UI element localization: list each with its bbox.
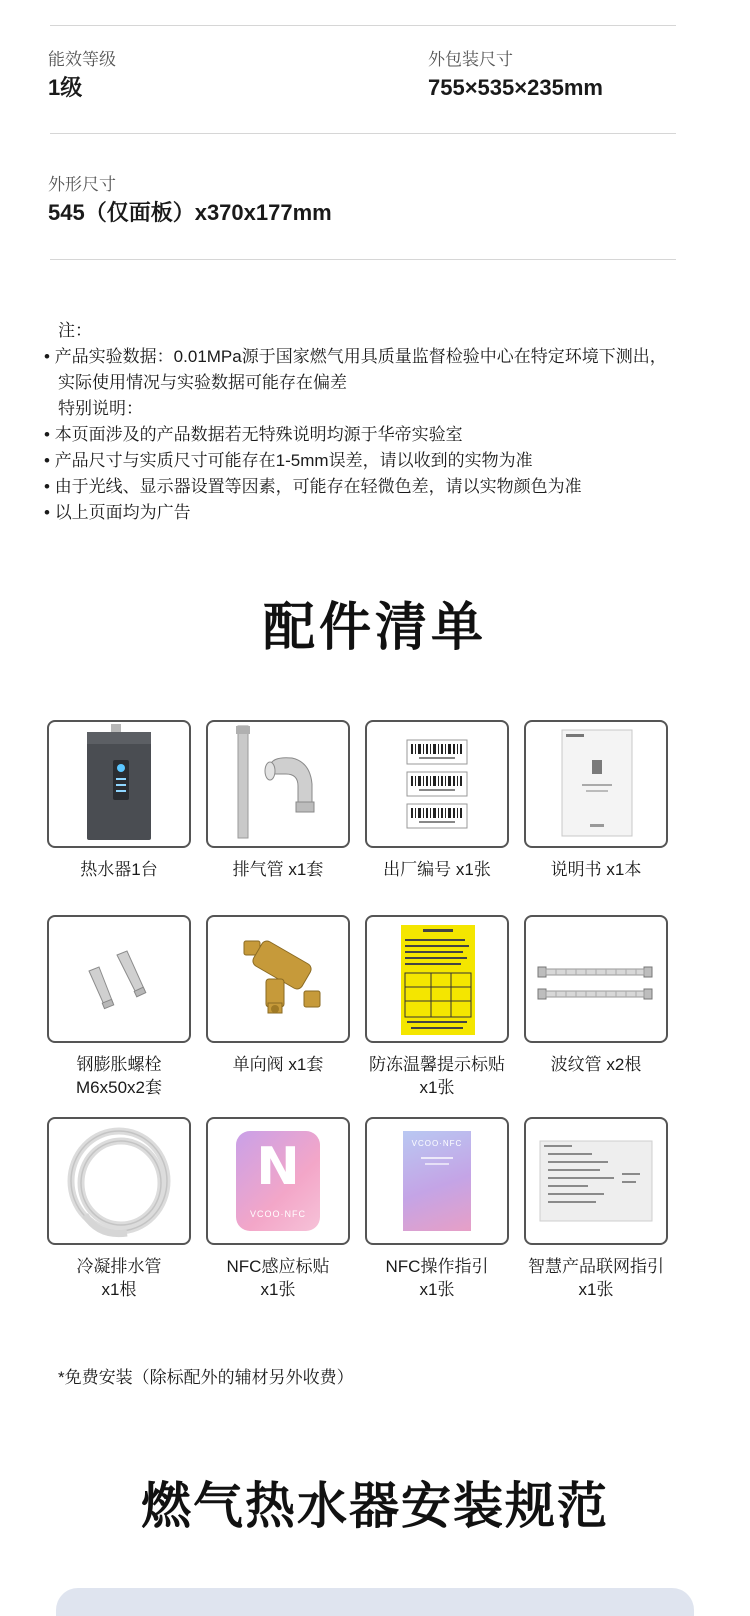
accessory-label: 冷凝排水管 x1根 [76, 1257, 162, 1299]
accessory-label: 出厂编号 x1张 [383, 860, 491, 879]
notes-block [44, 318, 734, 526]
accessory-item [206, 1117, 350, 1301]
accessory-item [524, 720, 668, 881]
install-title: 燃气热水器安装规范 [141, 1478, 609, 1534]
spec-package-size [428, 49, 603, 103]
nfc-guide-line [421, 1157, 453, 1159]
note-item: • 本页面涉及的产品数据若无特殊说明均源于华帝实验室 [44, 422, 734, 448]
accessory-item [47, 1117, 191, 1301]
spec-shape-size [48, 174, 332, 228]
note-item: • 由于光线、显示器设置等因素，可能存在轻微色差，请以实物颜色为准 [44, 474, 734, 500]
corrugated-hose-icon [524, 915, 668, 1043]
free-install-note: *免费安装（除标配外的辅材另外收费） [58, 1368, 354, 1387]
water-heater-icon [47, 720, 191, 848]
accessory-label: 排气管 x1套 [232, 860, 324, 879]
notes-heading: 注： [58, 321, 92, 340]
accessory-item [47, 720, 191, 881]
barcode-label-icon [365, 720, 509, 848]
spec-label: 能效等级 [48, 50, 116, 69]
accessory-item [524, 915, 668, 1076]
nfc-guide-brand: VCOO·NFC [411, 1139, 463, 1148]
accessory-label: 说明书 x1本 [550, 860, 642, 879]
nfc-brand-text: VCOO·NFC [250, 1209, 306, 1219]
condensate-tube-icon [47, 1117, 191, 1245]
antifreeze-sticker-icon [365, 915, 509, 1043]
accessory-label: NFC感应标贴 x1张 [226, 1257, 330, 1299]
accessory-label: 热水器1台 [80, 860, 158, 879]
accessory-item [206, 915, 350, 1076]
accessory-label: 波纹管 x2根 [550, 1055, 642, 1074]
nfc-guide-card [403, 1131, 471, 1231]
accessories-title: 配件清单 [262, 599, 487, 657]
note-item: • 以上页面均为广告 [44, 500, 734, 526]
spec-label: 外包装尺寸 [428, 50, 513, 69]
accessory-item [365, 915, 509, 1099]
note-item: • 产品尺寸与实质尺寸可能存在1-5mm误差，请以收到的实物为准 [44, 448, 734, 474]
spec-value: 545（仅面板）x370x177mm [48, 200, 332, 225]
nfc-sticker-card [236, 1131, 320, 1231]
install-panel [56, 1588, 694, 1616]
check-valve-icon [206, 915, 350, 1043]
spec-energy-level [48, 49, 116, 103]
expansion-bolt-icon [47, 915, 191, 1043]
accessory-label: 钢膨胀螺栓 M6x50x2套 [76, 1055, 162, 1097]
network-guide-icon [524, 1117, 668, 1245]
exhaust-pipe-icon [206, 720, 350, 848]
note-subheading: 特别说明： [58, 399, 143, 418]
note-item: • 产品实验数据：0.01MPa源于国家燃气用具质量监督检验中心在特定环境下测出， [44, 344, 734, 370]
accessory-label: 防冻温馨提示标贴 x1张 [369, 1055, 505, 1097]
accessory-item [206, 720, 350, 881]
divider-top [50, 25, 676, 26]
accessory-label: 单向阀 x1套 [232, 1055, 324, 1074]
accessory-item [365, 1117, 509, 1301]
accessory-item [365, 720, 509, 881]
accessory-item [524, 1117, 668, 1301]
nfc-sticker-icon [206, 1117, 350, 1245]
nfc-guide-icon [365, 1117, 509, 1245]
spec-value: 755×535×235mm [428, 75, 603, 100]
manual-icon [524, 720, 668, 848]
divider [50, 133, 676, 134]
spec-label: 外形尺寸 [48, 175, 116, 194]
nfc-guide-line [425, 1163, 449, 1165]
divider [50, 259, 676, 260]
accessory-label: NFC操作指引 x1张 [385, 1257, 489, 1299]
accessory-item [47, 915, 191, 1099]
nfc-n-mark: N [256, 1137, 300, 1197]
accessory-label: 智慧产品联网指引 x1张 [528, 1257, 664, 1299]
spec-value: 1级 [48, 75, 83, 100]
note-item: 实际使用情况与实验数据可能存在偏差 [58, 373, 347, 392]
